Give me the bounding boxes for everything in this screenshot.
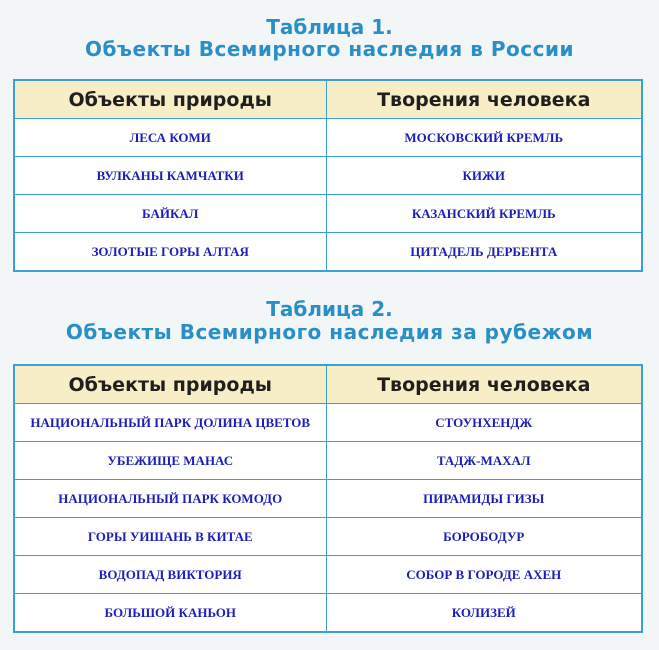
table1 — [13, 79, 643, 272]
table-row — [14, 157, 642, 195]
table-row — [14, 518, 642, 556]
nature-cell[interactable]: БОЛЬШОЙ КАНЬОН — [14, 594, 326, 633]
nature-cell[interactable]: ГОРЫ УИШАНЬ В КИТАЕ — [14, 518, 326, 556]
table-row — [14, 195, 642, 233]
nature-cell[interactable]: НАЦИОНАЛЬНЫЙ ПАРК ДОЛИНА ЦВЕТОВ — [14, 404, 326, 442]
table-row — [14, 556, 642, 594]
table-row — [14, 119, 642, 157]
table1-title: Таблица 1. — [266, 15, 393, 39]
table-row — [14, 233, 642, 272]
table2-title: Таблица 2. — [266, 297, 393, 321]
table1-subtitle: Объекты Всемирного наследия в России — [85, 37, 574, 61]
nature-cell[interactable]: ВУЛКАНЫ КАМЧАТКИ — [14, 157, 326, 195]
nature-cell[interactable]: ЗОЛОТЫЕ ГОРЫ АЛТАЯ — [14, 233, 326, 272]
table2-subtitle: Объекты Всемирного наследия за рубежом — [65, 320, 594, 344]
table1-header-nature: Объекты природы — [14, 80, 326, 119]
human-cell[interactable]: МОСКОВСКИЙ КРЕМЛЬ — [326, 119, 642, 157]
table1-header-human: Творения человека — [326, 80, 642, 119]
human-cell[interactable]: КИЖИ — [326, 157, 642, 195]
human-cell[interactable]: ЦИТАДЕЛЬ ДЕРБЕНТА — [326, 233, 642, 272]
nature-cell[interactable]: УБЕЖИЩЕ МАНАС — [14, 442, 326, 480]
human-cell[interactable]: ТАДЖ-МАХАЛ — [326, 442, 642, 480]
table-row — [14, 594, 642, 633]
human-cell[interactable]: КОЛИЗЕЙ — [326, 594, 642, 633]
human-cell[interactable]: СОБОР В ГОРОДЕ АХЕН — [326, 556, 642, 594]
table-row — [14, 404, 642, 442]
table-row — [14, 480, 642, 518]
human-cell[interactable]: ПИРАМИДЫ ГИЗЫ — [326, 480, 642, 518]
table1-header-row — [14, 80, 642, 119]
table2-header-human: Творения человека — [326, 365, 642, 404]
table2-header-row — [14, 365, 642, 404]
nature-cell[interactable]: ЛЕСА КОМИ — [14, 119, 326, 157]
nature-cell[interactable]: ВОДОПАД ВИКТОРИЯ — [14, 556, 326, 594]
human-cell[interactable]: СТОУНХЕНДЖ — [326, 404, 642, 442]
table2 — [13, 364, 643, 633]
table2-header-nature: Объекты природы — [14, 365, 326, 404]
table-row — [14, 442, 642, 480]
human-cell[interactable]: КАЗАНСКИЙ КРЕМЛЬ — [326, 195, 642, 233]
human-cell[interactable]: БОРОБОДУР — [326, 518, 642, 556]
nature-cell[interactable]: БАЙКАЛ — [14, 195, 326, 233]
nature-cell[interactable]: НАЦИОНАЛЬНЫЙ ПАРК КОМОДО — [14, 480, 326, 518]
